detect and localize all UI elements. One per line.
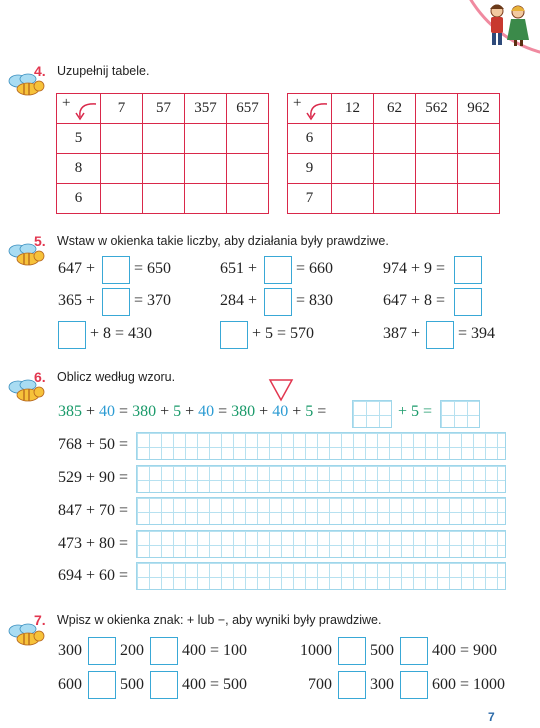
equation-text: = 830 [296, 292, 334, 309]
sign-equation-text: 300 [58, 642, 82, 659]
sign-equation-text: 400 = 900 [432, 642, 498, 659]
table-1-cell[interactable] [101, 154, 143, 184]
table-1-cell[interactable] [227, 184, 269, 214]
exercise-6-instruction: Oblicz według wzoru. [57, 370, 176, 384]
table-1-cell[interactable] [101, 124, 143, 154]
sign-box[interactable] [88, 637, 116, 665]
equation-text: 365 + [58, 292, 96, 309]
sign-equation-text: 600 [58, 676, 82, 693]
equation-text: = 394 [458, 325, 496, 342]
exercise-5-number: 5. [34, 233, 46, 249]
sign-equation-text: 600 = 1000 [432, 676, 506, 693]
pattern-answer-grid[interactable] [352, 400, 392, 428]
sign-equation-text: 1000 [300, 642, 332, 659]
arrow-icon [303, 101, 329, 121]
table-2-cell[interactable] [416, 124, 458, 154]
sign-equation-text: 200 [120, 642, 144, 659]
calc-row-grid[interactable] [136, 497, 506, 525]
table-1-header: 657 [227, 94, 269, 124]
table-2-header: 12 [332, 94, 374, 124]
arrow-icon [72, 101, 98, 121]
answer-box[interactable] [454, 256, 482, 284]
addition-table-2 [287, 93, 500, 214]
answer-box[interactable] [102, 256, 130, 284]
table-1-row-header: 5 [57, 124, 101, 154]
table-1-cell[interactable] [101, 184, 143, 214]
equation-text: = 650 [134, 260, 172, 277]
exercise-6-number: 6. [34, 369, 46, 385]
table-1-cell[interactable] [227, 124, 269, 154]
equation-text: = 660 [296, 260, 334, 277]
table-1-header: 7 [101, 94, 143, 124]
sign-equation-text: 400 = 100 [182, 642, 248, 659]
table-2-cell[interactable] [458, 184, 500, 214]
table-2-cell[interactable] [332, 154, 374, 184]
answer-box[interactable] [102, 288, 130, 316]
answer-box[interactable] [426, 321, 454, 349]
table-1-cell[interactable] [143, 154, 185, 184]
table-1-cell[interactable] [185, 124, 227, 154]
equation-text: + 8 = 430 [90, 325, 153, 342]
sign-equation-text: 400 = 500 [182, 676, 248, 693]
sign-box[interactable] [150, 671, 178, 699]
sign-box[interactable] [338, 637, 366, 665]
calc-row-grid[interactable] [136, 465, 506, 493]
table-1-cell[interactable] [185, 154, 227, 184]
equation-text: + 5 = 570 [252, 325, 315, 342]
equation-text: 647 + [58, 260, 96, 277]
equation-text: 647 + 8 = [383, 292, 446, 309]
table-1-cell[interactable] [143, 184, 185, 214]
calc-row-grid[interactable] [136, 432, 506, 460]
table-2-cell[interactable] [458, 154, 500, 184]
answer-box[interactable] [264, 256, 292, 284]
sign-equation-text: 300 [370, 676, 394, 693]
sign-equation-text: 700 [308, 676, 332, 693]
answer-box[interactable] [454, 288, 482, 316]
exercise-7-number: 7. [34, 612, 46, 628]
exercise-4-number: 4. [34, 63, 46, 79]
sign-box[interactable] [88, 671, 116, 699]
equation-text: 387 + [383, 325, 421, 342]
table-2-cell[interactable] [374, 124, 416, 154]
table-2-row-header: 7 [288, 184, 332, 214]
table-2-cell[interactable] [332, 184, 374, 214]
table-2-header: 562 [416, 94, 458, 124]
equation-text: 974 + 9 = [383, 260, 446, 277]
table-1-header: 357 [185, 94, 227, 124]
table-1-operator: + [62, 95, 71, 111]
table-2-operator-cell [288, 94, 332, 124]
calc-row-label: 694 + 60 = [58, 567, 129, 584]
table-2-header: 62 [374, 94, 416, 124]
table-2-operator: + [293, 95, 302, 111]
calc-row-label: 768 + 50 = [58, 436, 129, 453]
equation-text: 651 + [220, 260, 258, 277]
calc-row-label: 473 + 80 = [58, 535, 129, 552]
pattern-example: 385 + 40 = 380 + 5 + 40 = 380 + 40 + 5 = [58, 403, 327, 420]
calc-row-label: 529 + 90 = [58, 469, 129, 486]
table-2-row-header: 6 [288, 124, 332, 154]
triangle-marker-icon [268, 378, 294, 402]
answer-box[interactable] [264, 288, 292, 316]
table-2-row-header: 9 [288, 154, 332, 184]
table-2-cell[interactable] [416, 184, 458, 214]
exercise-7-instruction: Wpisz w okienka znak: + lub −, aby wyniki były prawdziwe. [57, 613, 382, 627]
exercise-5-instruction: Wstaw w okienka takie liczby, aby działania były prawdziwe. [57, 234, 389, 248]
table-1-cell[interactable] [143, 124, 185, 154]
sign-box[interactable] [150, 637, 178, 665]
table-2-cell[interactable] [374, 184, 416, 214]
table-2-cell[interactable] [374, 154, 416, 184]
exercise-4-instruction: Uzupełnij tabele. [57, 64, 150, 78]
equation-text: 284 + [220, 292, 258, 309]
sign-box[interactable] [400, 671, 428, 699]
calc-row-grid[interactable] [136, 562, 506, 590]
table-2-cell[interactable] [458, 124, 500, 154]
table-1-cell[interactable] [227, 154, 269, 184]
answer-box[interactable] [58, 321, 86, 349]
table-2-cell[interactable] [416, 154, 458, 184]
sign-box[interactable] [400, 637, 428, 665]
table-1-row-header: 6 [57, 184, 101, 214]
children-illustration [482, 2, 534, 48]
pattern-answer-grid[interactable] [440, 400, 480, 428]
table-1-row-header: 8 [57, 154, 101, 184]
table-2-cell[interactable] [332, 124, 374, 154]
sign-box[interactable] [338, 671, 366, 699]
table-1-operator-cell [57, 94, 101, 124]
answer-box[interactable] [220, 321, 248, 349]
table-1-header: 57 [143, 94, 185, 124]
addition-table-1 [56, 93, 269, 214]
calc-row-label: 847 + 70 = [58, 502, 129, 519]
sign-equation-text: 500 [120, 676, 144, 693]
equation-text: = 370 [134, 292, 172, 309]
calc-row-grid[interactable] [136, 530, 506, 558]
pattern-tail: + 5 = [398, 403, 433, 420]
sign-equation-text: 500 [370, 642, 394, 659]
page-number: 7 [488, 710, 495, 724]
table-2-header: 962 [458, 94, 500, 124]
table-1-cell[interactable] [185, 184, 227, 214]
